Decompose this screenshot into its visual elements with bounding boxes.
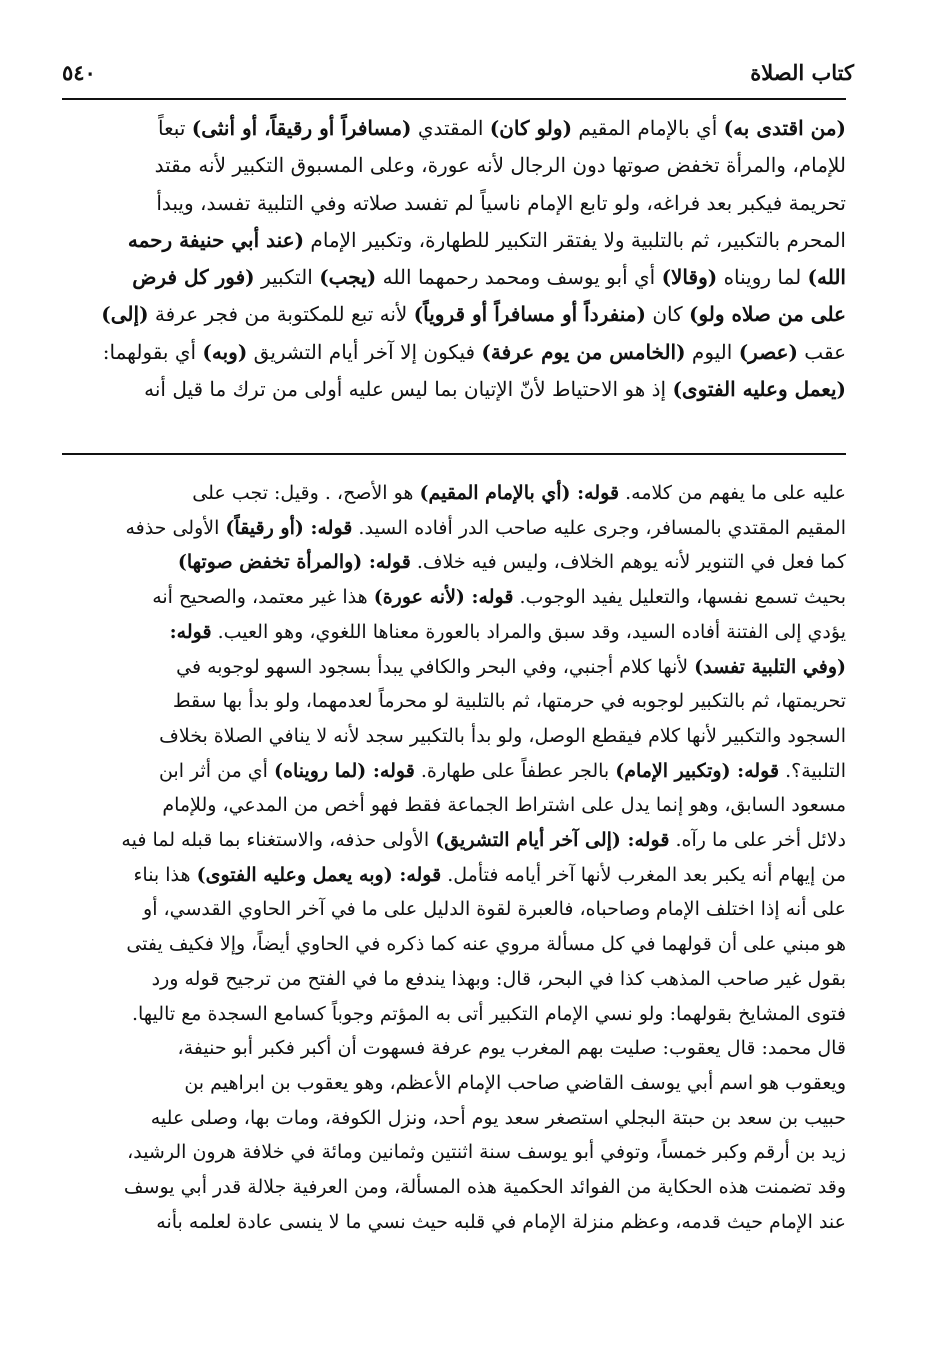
text-run: عند الإمام حيث قدمه، وعظم منزلة الإمام في قلبه حيث نسي ما لا ينسى عادة لعلمه بأنه [156,1210,846,1233]
commentary-line [62,788,846,823]
text-run: إذ هو الاحتياط لأنّ الإتيان بما ليس عليه أولى من ترك ما قيل أنه [144,377,673,402]
commentary-text [62,476,846,1239]
text-run: بقول غير صاحب المذهب كذا في البحر، قال: وبهذا يندفع ما في الفتح من ترجيح قوله ورد [151,967,846,990]
bold-quote: (إلى) [101,302,149,327]
bold-quote: (وبه) [202,339,248,364]
header-divider [62,98,846,100]
main-text-line [62,110,846,147]
page-number: ٥٤٠ [62,59,96,85]
main-text [62,110,846,408]
text-run: يؤدي إلى الفتنة أفاده السيد، وقد سبق والمراد بالعورة معناها اللغوي، وهو العيب. [211,620,846,643]
text-run: تبعاً [158,116,192,140]
bold-quote: قوله: (أي بالإمام المقيم) [419,482,620,504]
text-run: للإمام، والمرأة تخفض صوتها دون الرجال لأنه عورة، وعلى المسبوق التكبير لأنه مقتد [154,153,846,178]
bold-quote: (يعمل وعليه الفتوى) [672,377,846,402]
text-run: المحرم بالتكبير، ثم بالتلبية ولا يفتقر التكبير للطهارة، وتكبير الإمام [304,227,846,252]
text-run: على أنه إذا اختلف الإمام وصاحباه، فالعبرة لقوة الدليل على ما في آخر الحاوي القدسي، أو [143,898,846,921]
text-run: زيد بن أرقم وكبر خمساً، وتوفي أبو يوسف سنة اثنتين وثمانين ومائة في خلافة هرون الرشيد، [127,1141,846,1164]
text-run: ويعقوب هو اسم أبي يوسف القاضي صاحب الإمام الأعظم، وهو يعقوب بن ابراهيم بن [184,1071,846,1094]
text-run: دلائل أخر على ما رآه. [669,829,846,852]
bold-quote: (وفي التلبية تفسد) [694,655,846,678]
bold-quote: قوله: (لما رويناه) [274,759,415,782]
text-run: المقيم المقتدي بالمسافر، وجرى عليه صاحب الدر أفاده السيد. [352,516,846,539]
bold-quote: (يجب) [319,265,377,290]
commentary-line [62,962,846,997]
commentary-line [62,927,846,962]
bold-quote: (وقالا) [661,265,718,290]
text-run: لما رويناه [717,265,808,290]
text-run: هذا بناء [133,863,197,886]
bold-quote: (فور كل فرض [132,265,255,290]
text-run: عليه على ما يفهم من كلامه. [619,482,846,504]
text-run: الأولى حذفه [125,516,226,539]
bold-quote: قوله: (لأنه عورة) [373,586,514,609]
text-run: اليوم [685,339,739,364]
text-run: فتوى المشايخ بقولهما: ولو نسي الإمام التكبير أتى به المؤتم وجوباً كسامع السجدة مع تاليها. [131,1002,846,1025]
commentary-line [62,476,846,511]
bold-quote: قوله: (إلى آخر أيام التشريق) [435,829,670,852]
text-run: هو مبني على أن قولهما في كل مسألة مروي عنه كما ذكره في الحاوي أيضاً، وإلا فكيف يفتى [126,933,846,956]
commentary-line [62,858,846,893]
text-run: التكبير [254,265,320,290]
bold-quote: قوله: (وبه يعمل وعليه الفتوى) [196,863,442,886]
text-run: أي من أثر ابن [158,759,274,782]
bold-quote: (عصر) [738,339,798,364]
text-run: هذا غير معتمد، والصحيح أنه [152,586,374,609]
text-run: حبيب بن سعد بن حبتة البجلي استصغر سعد يوم أحد، ونزل الكوفة، ومات بها، وصلى عليه [150,1106,846,1129]
commentary-line [62,1205,846,1240]
text-run: بالجر عطفاً على طهارة. [414,759,616,782]
commentary-line [62,754,846,789]
text-run: أي بقولهما: [102,339,203,364]
text-run: المقتدي [411,116,490,140]
text-run: عقب [797,339,846,364]
commentary-line [62,1066,846,1101]
main-text-line [62,296,846,333]
bold-quote: (مسافراً أو رقيقاً، أو أنثى) [191,116,412,140]
bold-quote: (منفرداً أو مسافراً أو قروياً) [413,302,646,327]
bold-quote: قوله: [169,620,212,643]
commentary-line [62,823,846,858]
text-run: أي بالإمام المقيم [572,116,724,140]
commentary-line [62,719,846,754]
commentary-line [62,997,846,1032]
text-run: لأنه تبع للمكتوبة من فجر عرفة [148,302,414,327]
commentary-divider [62,453,846,455]
text-run: قال محمد: قال يعقوب: صليت بهم المغرب يوم عرفة فسهوت أن أكبر فكبر أبو حنيفة، [177,1037,846,1060]
commentary-line [62,684,846,719]
main-text-line [62,371,846,408]
text-run: وقد تضمنت هذه الحكاية من الفوائد الحكمية هذه المسألة، ومن العرفية جلالة قدر أبي يوسف [123,1176,846,1199]
text-run: كما فعل في التنوير لأنه يوهم الخلاف، وليس فيه خلاف. [410,551,846,574]
commentary-line [62,650,846,685]
bold-quote: قوله: (أو رقيقاً) [225,516,353,539]
text-run: تحريمتها، ثم بالتكبير لوجوبه في حرمتها، ثم بالتلبية لو محرماً لعدمهما، ولو بدأ بها سقط [172,690,846,713]
text-run: هو الأصح، . وقيل: تجب على [192,482,420,504]
commentary-line [62,615,846,650]
text-run: من إيهام أنه يكبر بعد المغرب لأنها آخر أيامه فتأمل. [441,863,846,886]
text-run: تحريمة فيكبر بعد فراغه، ولو تابع الإمام ناسياً لم تفسد صلاته وفي التلبية تفسد، ويبدأ [156,190,846,215]
text-run: السجود والتكبير لأنها كلام فيقطع الوصل، ولو بدأ بالتكبير سجد لأنه لا ينافي الصلاة بخلاف [159,724,846,747]
commentary-line [62,511,846,546]
commentary-line [62,1135,846,1170]
main-text-line [62,147,846,184]
text-run: أي أبو يوسف ومحمد رحمهما الله [376,265,662,290]
book-title: كتاب الصلاة [750,59,854,85]
commentary-line [62,1170,846,1205]
text-run: لأنها كلام أجنبي، وفي البحر والكافي يبدأ بسجود السهو لوجوبه في [176,655,695,678]
main-text-line [62,334,846,371]
main-text-line [62,185,846,222]
commentary-line [62,1031,846,1066]
bold-quote: (الخامس من يوم عرفة) [481,339,686,364]
bold-quote: على من صلاه ولو) [689,302,846,327]
commentary-line [62,580,846,615]
commentary-line [62,545,846,580]
commentary-line [62,1101,846,1136]
bold-quote: قوله: (والمرأة تخفض صوتها) [177,551,411,574]
page-header [62,56,854,88]
bold-quote: (ولو كان) [489,116,573,140]
main-text-line [62,222,846,259]
text-run: كان [645,302,689,327]
text-run: التلبية؟. [779,759,846,782]
text-run: بحيث تسمع نفسها، والتعليل يفيد الوجوب. [513,586,846,609]
bold-quote: (عند أبي حنيفة رحمه [127,227,305,252]
bold-quote: قوله: (وتكبير الإمام) [615,759,780,782]
main-text-line [62,259,846,296]
text-run: مسعود السابق، وهو إنما يدل على اشتراط الجماعة فقط فهو أخص من المدعي، وللإمام [162,794,846,817]
text-run: الأولى حذفه، والاستغناء بما قبله لما فيه [121,829,436,852]
bold-quote: (من اقتدى به) [723,116,846,140]
bold-quote: الله) [807,265,846,290]
commentary-line [62,892,846,927]
text-run: فيكون إلا آخر أيام التشريق [247,339,482,364]
